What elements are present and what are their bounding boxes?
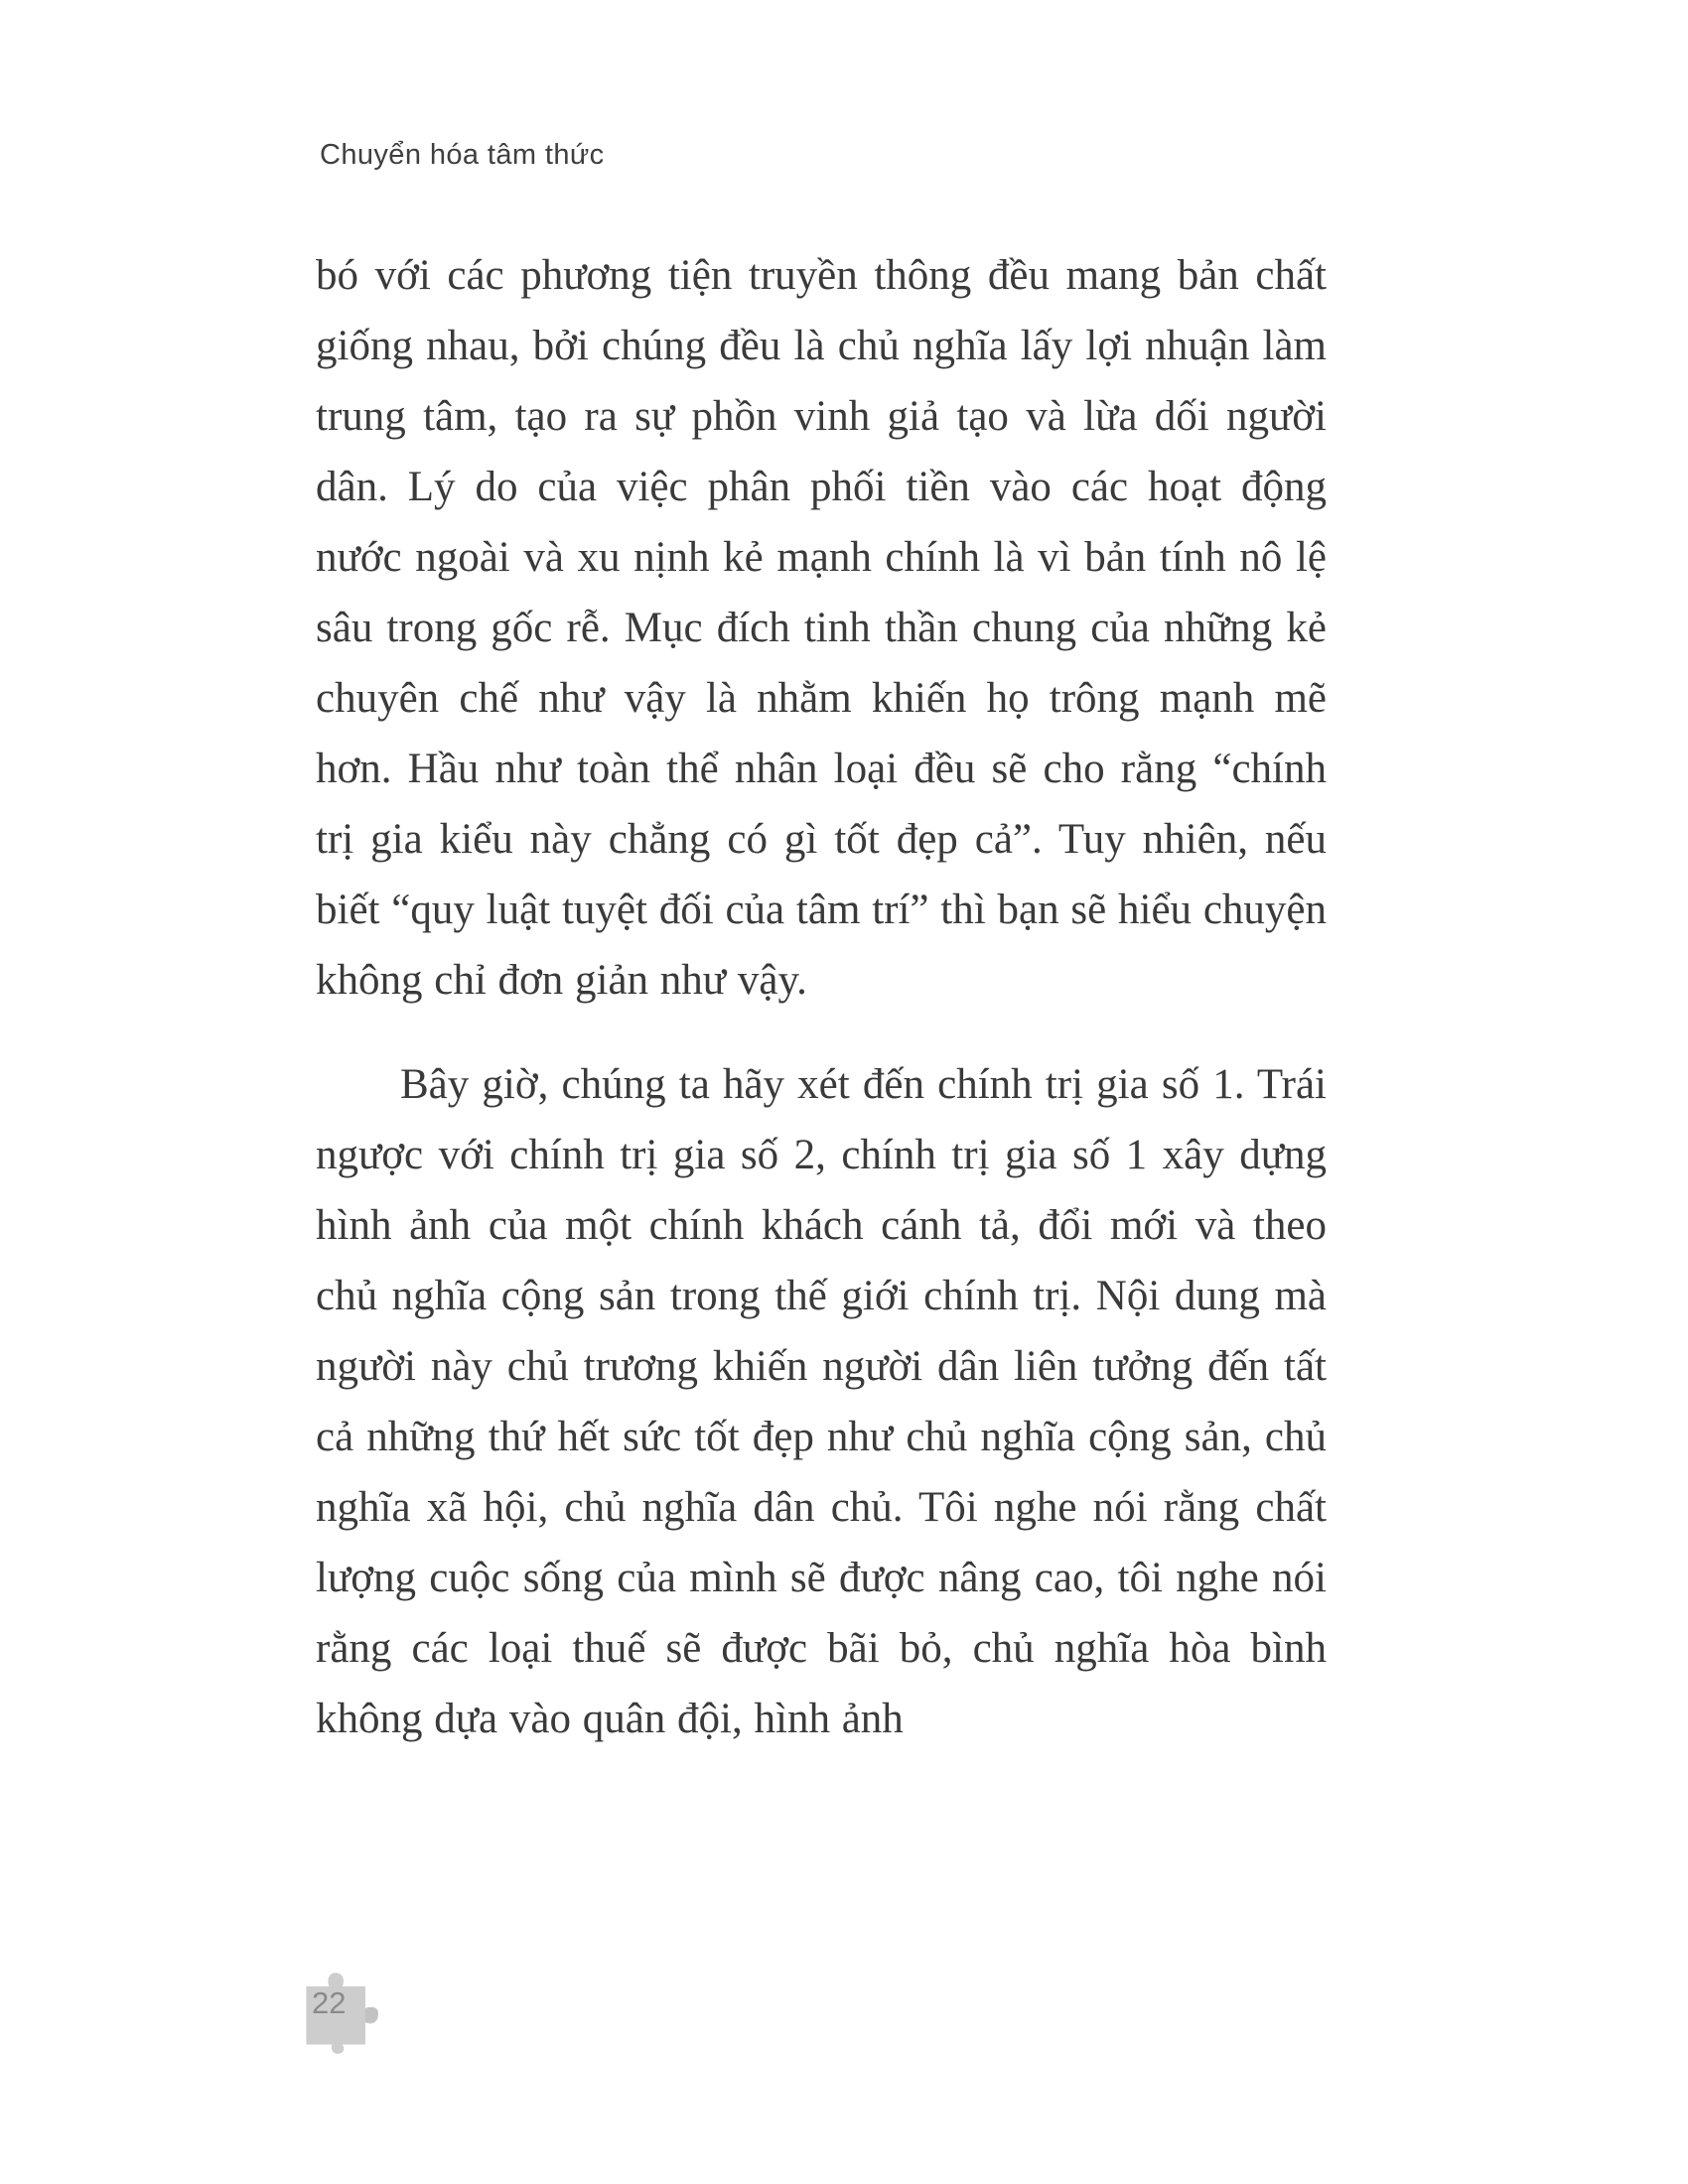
text-block: [316, 240, 1327, 1754]
running-header: Chuyển hóa tâm thức: [320, 139, 605, 171]
page-number: 22: [312, 1985, 347, 2020]
body-paragraph: bó với các phương tiện truyền thông đều mang bản chất giống nhau, bởi chúng đều là chủ nghĩa lấy lợi nhuận làm trung tâm, tạo ra sự phồn vinh giả tạo và lừa dối người dân. Lý do của việc phân phối tiền vào các hoạt động nước ngoài và xu nịnh kẻ mạnh chính là vì bản tính nô lệ sâu trong gốc rễ. Mục đích tinh thần chung của những kẻ chuyên chế như vậy là nhằm khiến họ trông mạnh mẽ hơn. Hầu như toàn thể nhân loại đều sẽ cho rằng “chính trị gia kiểu này chẳng có gì tốt đẹp cả”. Tuy nhiên, nếu biết “quy luật tuyệt đối của tâm trí” thì bạn sẽ hiểu chuyện không chỉ đơn giản như vậy.: [316, 252, 1327, 1004]
body-paragraph: Bây giờ, chúng ta hãy xét đến chính trị gia số 1. Trái ngược với chính trị gia số 2, chính trị gia số 1 xây dựng hình ảnh của một chính khách cánh tả, đổi mới và theo chủ nghĩa cộng sản trong thế giới chính trị. Nội dung mà người này chủ trương khiến người dân liên tưởng đến tất cả những thứ hết sức tốt đẹp như chủ nghĩa cộng sản, chủ nghĩa xã hội, chủ nghĩa dân chủ. Tôi nghe nói rằng chất lượng cuộc sống của mình sẽ được nâng cao, tôi nghe nói rằng các loại thuế sẽ được bãi bỏ, chủ nghĩa hòa bình không dựa vào quân đội, hình ảnh: [316, 1061, 1327, 1742]
